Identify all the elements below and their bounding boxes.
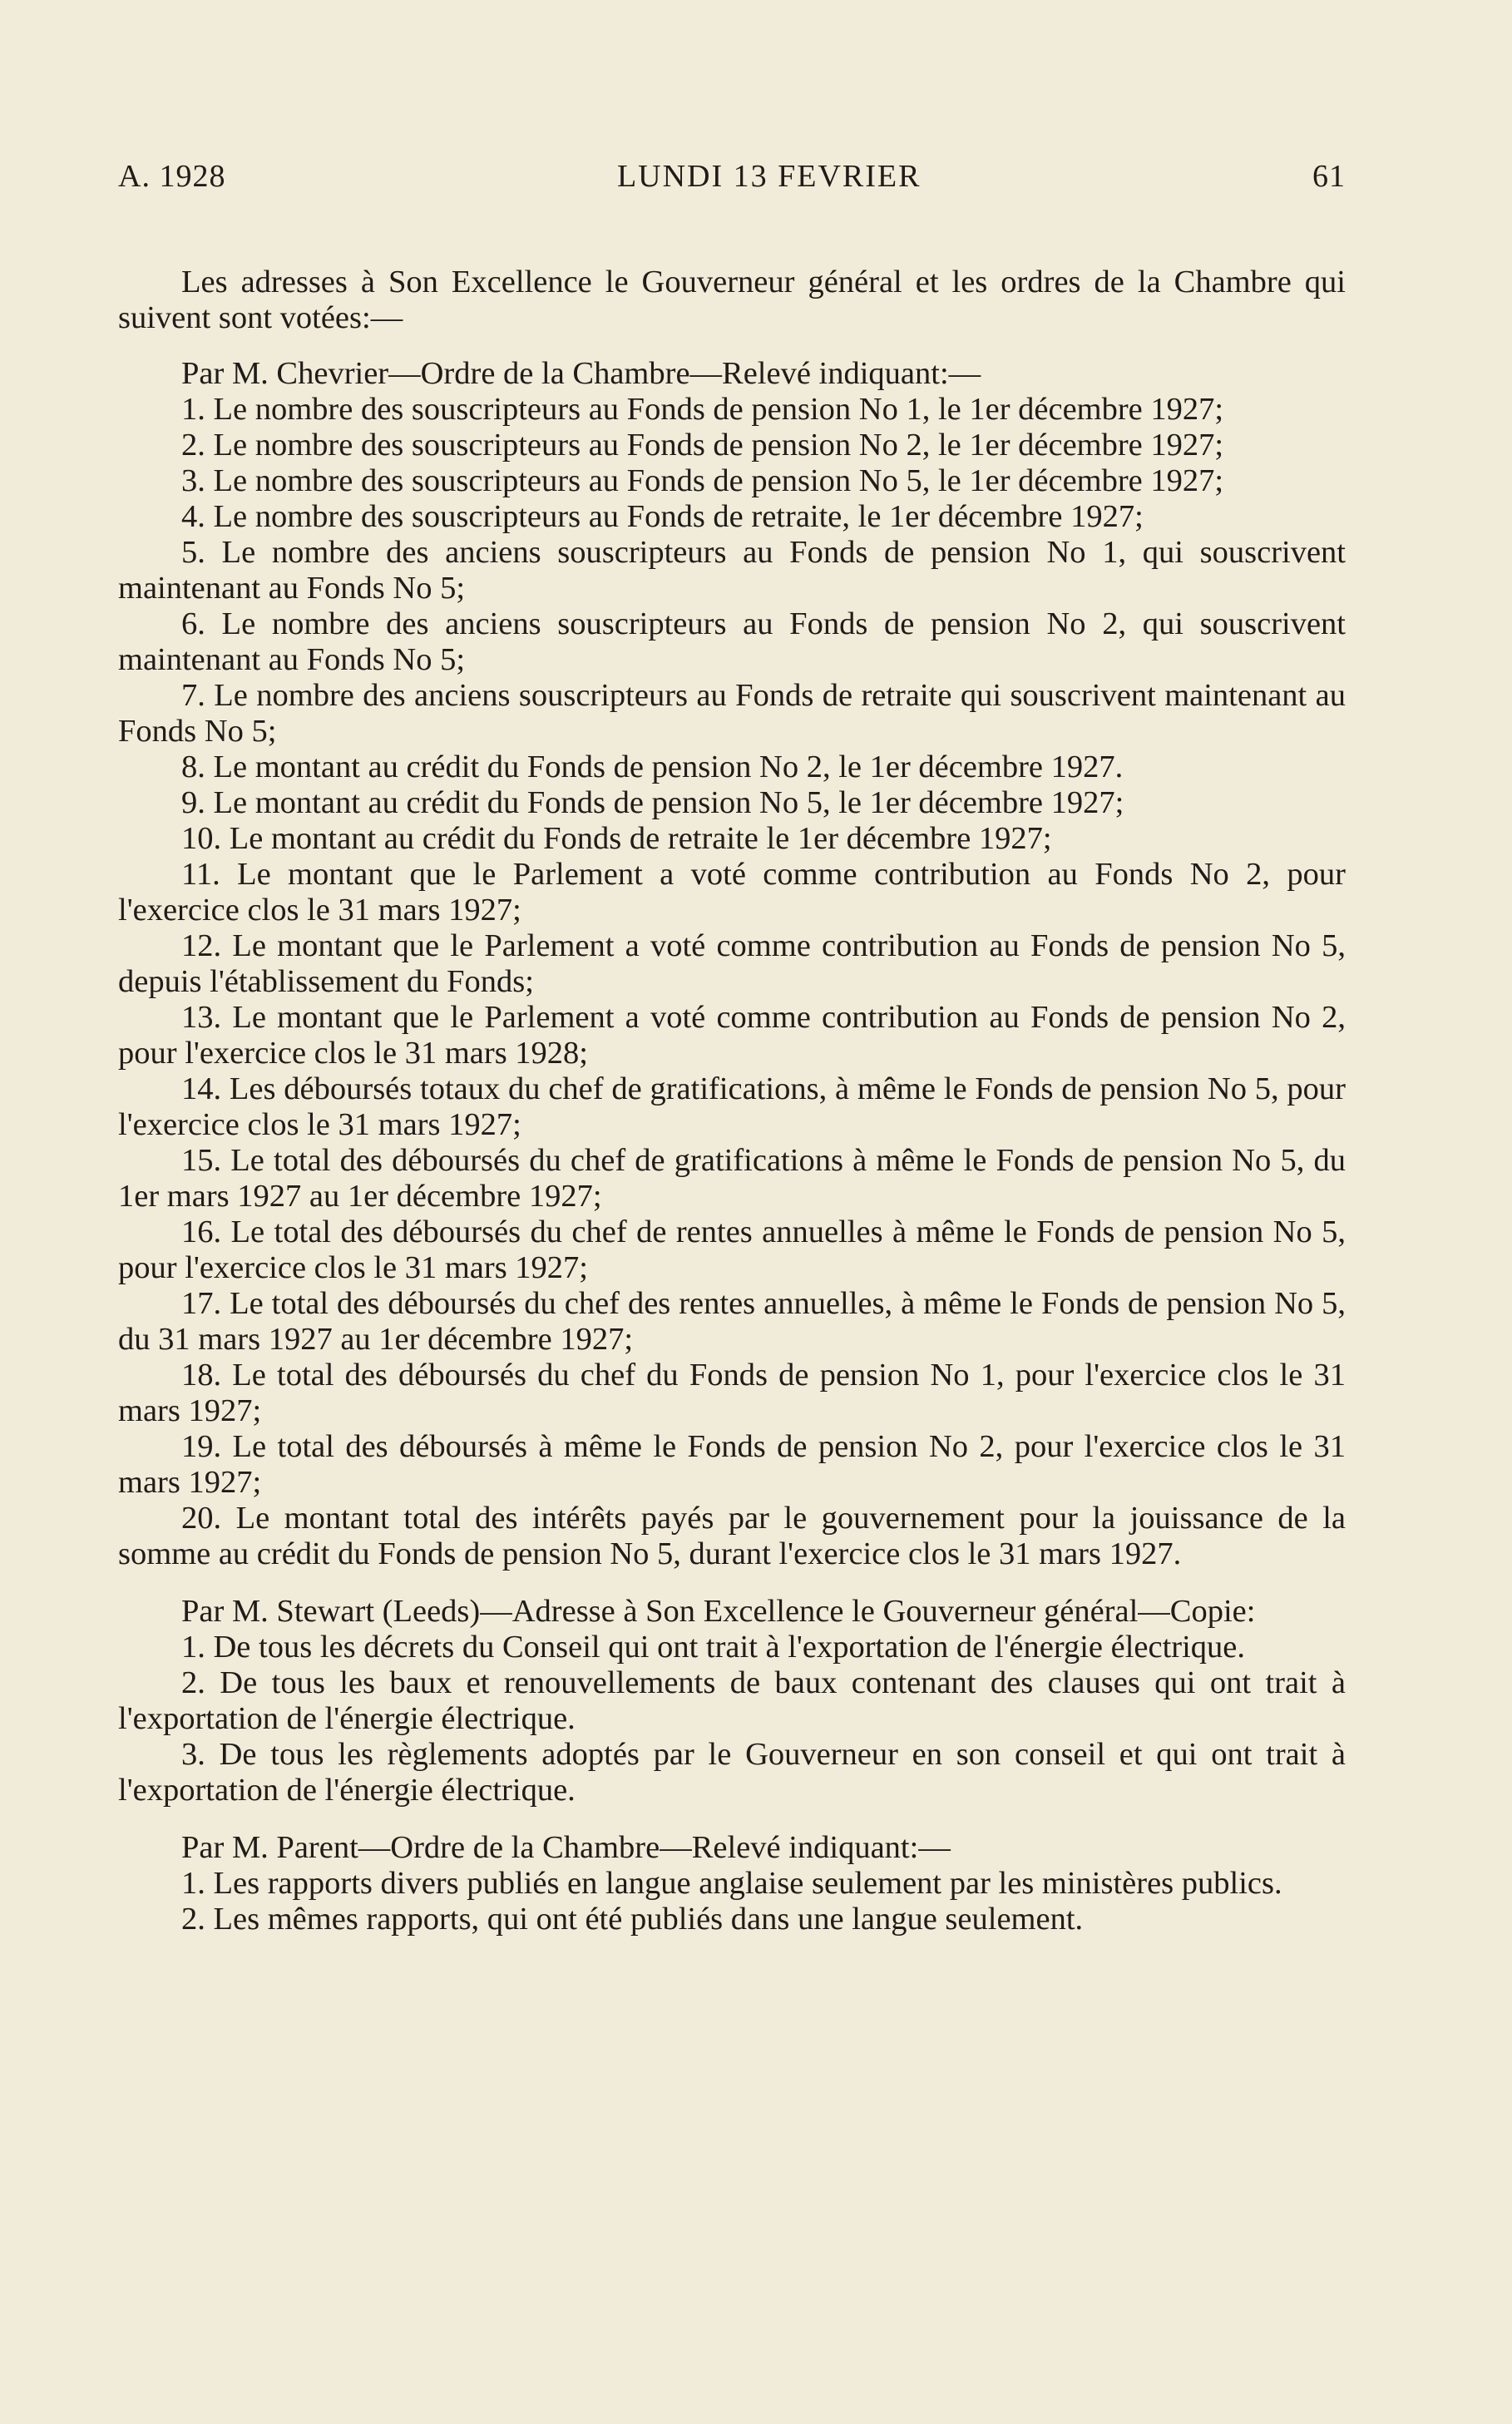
list-item: 4. Le nombre des souscripteurs au Fonds de retraite, le 1er décembre 1927; bbox=[181, 499, 1144, 534]
section-heading-chevrier: Par M. Chevrier—Ordre de la Chambre—Relevé indiquant:— bbox=[181, 356, 981, 391]
list-item: 16. Le total des déboursés du chef de rentes annuelles à même le Fonds de pension No 5, pour l'exercice clos le 31 mars 1927; bbox=[118, 1214, 1346, 1285]
list-item: 3. De tous les règlements adoptés par le Gouverneur en son conseil et qui ont trait à l'exportation de l'énergie électrique. bbox=[118, 1737, 1346, 1808]
list-item: 9. Le montant au crédit du Fonds de pension No 5, le 1er décembre 1927; bbox=[181, 785, 1124, 820]
list-item: 20. Le montant total des intérêts payés par le gouvernement pour la jouissance de la somme au crédit du Fonds de pension No 5, durant l'exercice clos le 31 mars 1927. bbox=[118, 1501, 1346, 1571]
body-text bbox=[118, 265, 1346, 1937]
list-item: 2. De tous les baux et renouvellements de baux contenant des clauses qui ont trait à l'exportation de l'énergie électrique. bbox=[118, 1665, 1346, 1736]
list-item: 5. Le nombre des anciens souscripteurs au Fonds de pension No 1, qui souscrivent maintenant au Fonds No 5; bbox=[118, 535, 1346, 606]
header-year: A. 1928 bbox=[118, 159, 226, 194]
list-item: 2. Le nombre des souscripteurs au Fonds de pension No 2, le 1er décembre 1927; bbox=[181, 428, 1224, 463]
list-item: 15. Le total des déboursés du chef de gratifications à même le Fonds de pension No 5, du 1er mars 1927 au 1er décembre 1927; bbox=[118, 1143, 1346, 1214]
page-number: 61 bbox=[1312, 159, 1346, 194]
header-date: LUNDI 13 FEVRIER bbox=[616, 159, 922, 194]
list-item: 19. Le total des déboursés à même le Fonds de pension No 2, pour l'exercice clos le 31 mars 1927; bbox=[118, 1429, 1346, 1500]
list-item: 14. Les déboursés totaux du chef de gratifications, à même le Fonds de pension No 5, pour l'exercice clos le 31 mars 1927; bbox=[118, 1071, 1346, 1142]
list-item: 1. Le nombre des souscripteurs au Fonds de pension No 1, le 1er décembre 1927; bbox=[181, 392, 1224, 427]
list-item: 13. Le montant que le Parlement a voté comme contribution au Fonds de pension No 2, pour l'exercice clos le 31 mars 1928; bbox=[118, 1000, 1346, 1071]
list-item: 18. Le total des déboursés du chef du Fonds de pension No 1, pour l'exercice clos le 31 mars 1927; bbox=[118, 1358, 1346, 1428]
list-item: 6. Le nombre des anciens souscripteurs au Fonds de pension No 2, qui souscrivent maintenant au Fonds No 5; bbox=[118, 606, 1346, 677]
list-item: 1. De tous les décrets du Conseil qui ont trait à l'exportation de l'énergie électrique. bbox=[181, 1630, 1246, 1665]
running-header bbox=[118, 158, 1346, 195]
intro-paragraph: Les adresses à Son Excellence le Gouverneur général et les ordres de la Chambre qui suivent sont votées:— bbox=[118, 265, 1346, 335]
list-item: 2. Les mêmes rapports, qui ont été publiés dans une langue seulement. bbox=[181, 1902, 1084, 1937]
list-item: 11. Le montant que le Parlement a voté comme contribution au Fonds No 2, pour l'exercice clos le 31 mars 1927; bbox=[118, 857, 1346, 928]
list-item: 12. Le montant que le Parlement a voté comme contribution au Fonds de pension No 5, depuis l'établissement du Fonds; bbox=[118, 928, 1346, 999]
list-item: 3. Le nombre des souscripteurs au Fonds de pension No 5, le 1er décembre 1927; bbox=[181, 463, 1224, 498]
list-item: 17. Le total des déboursés du chef des rentes annuelles, à même le Fonds de pension No 5, du 31 mars 1927 au 1er décembre 1927; bbox=[118, 1286, 1346, 1357]
list-item: 7. Le nombre des anciens souscripteurs au Fonds de retraite qui souscrivent maintenant au Fonds No 5; bbox=[118, 678, 1346, 749]
list-item: 10. Le montant au crédit du Fonds de retraite le 1er décembre 1927; bbox=[181, 821, 1052, 856]
section-heading-parent: Par M. Parent—Ordre de la Chambre—Relevé indiquant:— bbox=[181, 1830, 951, 1865]
list-item: 8. Le montant au crédit du Fonds de pension No 2, le 1er décembre 1927. bbox=[181, 749, 1124, 784]
list-item: 1. Les rapports divers publiés en langue anglaise seulement par les ministères publics. bbox=[181, 1866, 1282, 1901]
section-heading-stewart: Par M. Stewart (Leeds)—Adresse à Son Excellence le Gouverneur général—Copie: bbox=[181, 1594, 1256, 1629]
